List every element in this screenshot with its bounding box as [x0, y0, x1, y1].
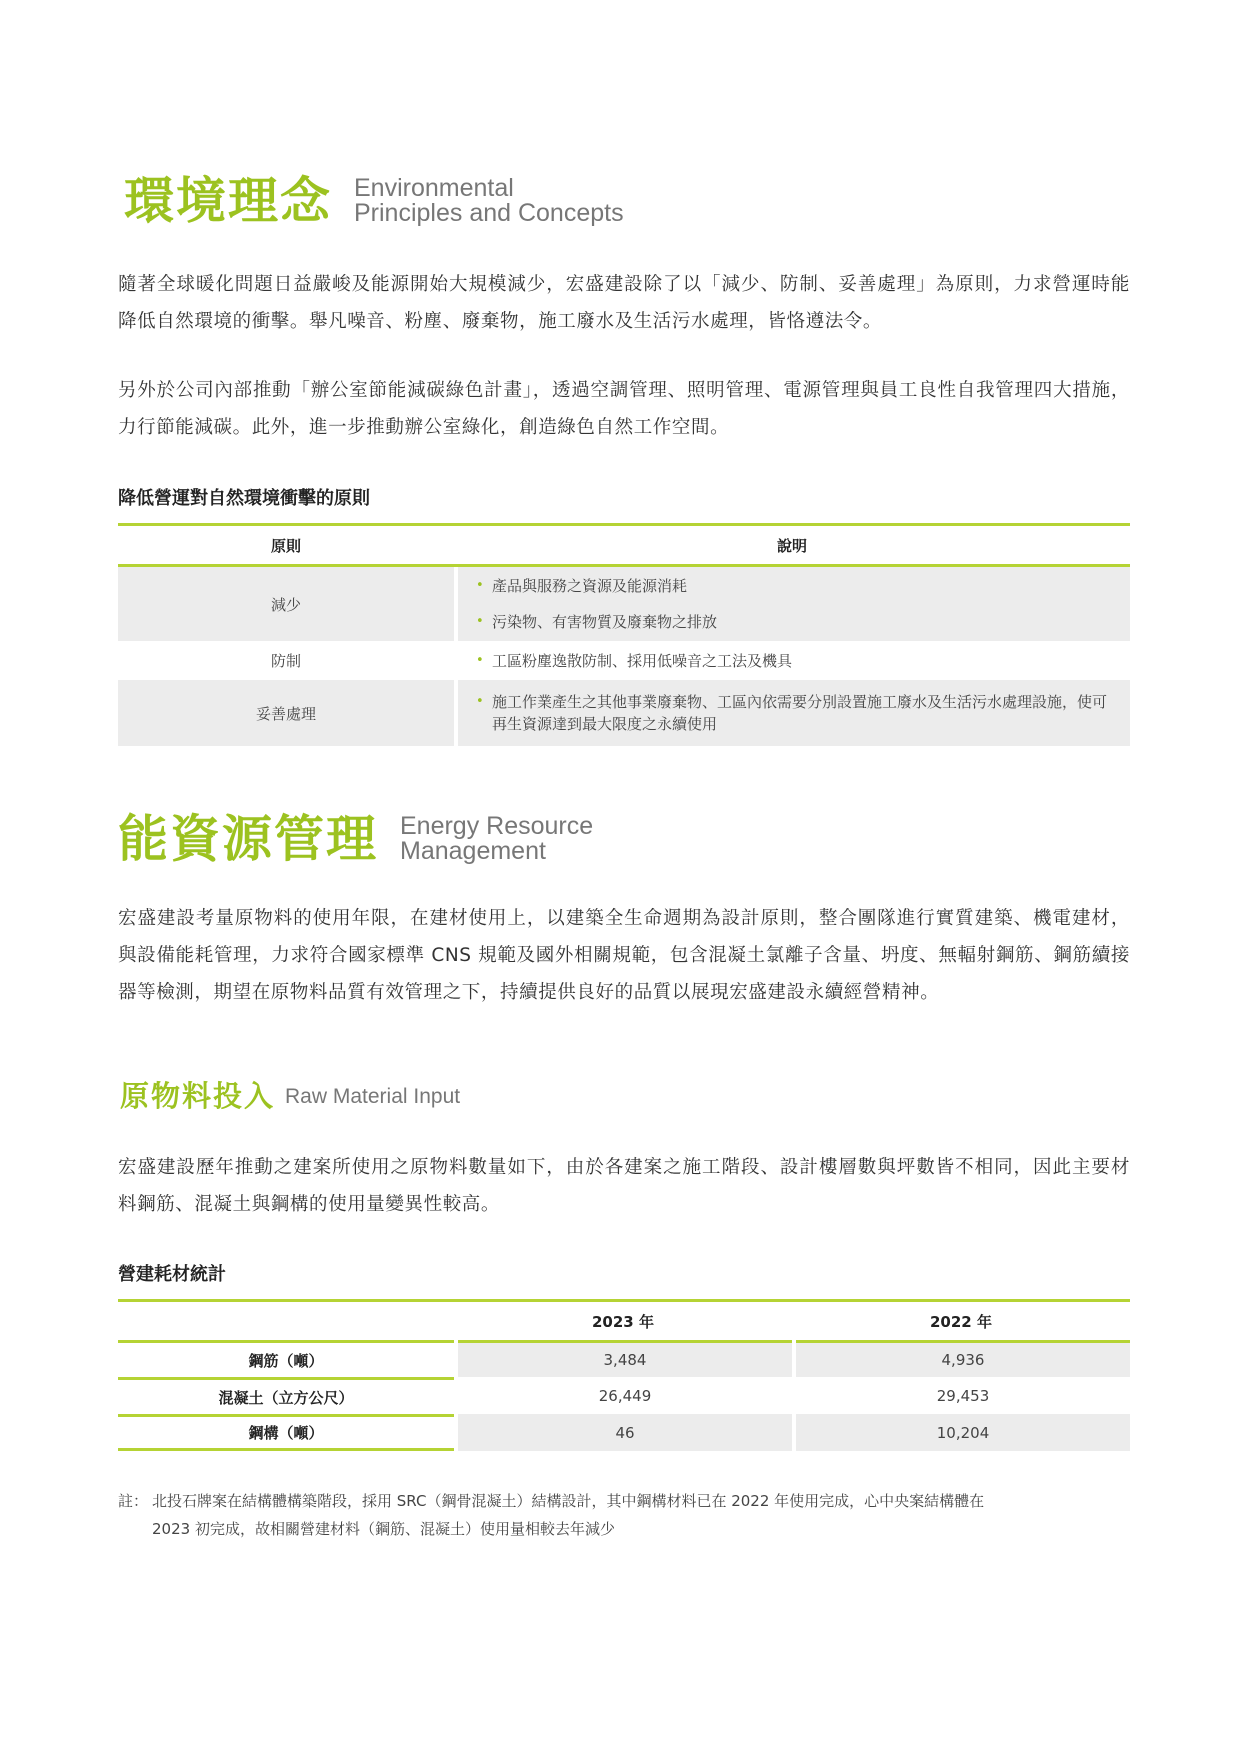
- value-2022: 10,204: [796, 1414, 1130, 1451]
- list-item: • 工區粉塵逸散防制、採用低噪音之工法及機具: [476, 651, 793, 670]
- section-title-zh: 環境理念: [124, 172, 332, 230]
- description-cell: [458, 567, 1130, 641]
- row-label: 鋼筋（噸）: [118, 1340, 454, 1377]
- materials-table: [118, 1299, 1130, 1451]
- footnote-label: 註：: [118, 1492, 149, 1510]
- energy-paragraph: 宏盛建設考量原物料的使用年限，在建材使用上，以建築全生命週期為設計原則，整合團隊進行實質建築、機電建材，與設備能耗管理，力求符合國家標準 CNS 規範及國外相關規範，包含混凝土氯離子含量、坍度、無輻射鋼筋、鋼筋續接器等檢測，期望在原物料品質有效管理之下，持續提供良好的品質以展現宏盛建設永續經營精神。: [118, 908, 1130, 1003]
- list-item: • 施工作業產生之其他事業廢棄物、工區內依需要分別設置施工廢水及生活污水處理設施，使可再生資源達到最大限度之永續使用: [476, 693, 1108, 733]
- table-row: [118, 680, 1130, 746]
- list-item: • 產品與服務之資源及能源消耗: [476, 577, 688, 595]
- footnote-text: 北投石牌案在結構體構築階段，採用 SRC（鋼骨混凝土）結構設計，其中鋼構材料已在 2022 年使用完成，心中央案結構體在 2023 初完成，故相關營建材料（鋼筋、混凝土）使用量相較去年減少: [152, 1492, 985, 1538]
- bullet-icon: •: [476, 694, 484, 709]
- principles-table: [118, 523, 1130, 746]
- section-heading-environment: [124, 172, 624, 230]
- col-header-2023: 2023 年: [592, 1312, 654, 1331]
- section-title-en: Energy Resource Management: [400, 812, 594, 865]
- table-header-row: [118, 1302, 1130, 1340]
- section-heading-energy: [118, 810, 594, 868]
- principle-cell: 減少: [118, 567, 454, 641]
- table1-title: 降低營運對自然環境衝擊的原則: [118, 488, 370, 509]
- subsection-title-en: Raw Material Input: [285, 1085, 461, 1108]
- table-row: [118, 1340, 1130, 1377]
- list-item: • 污染物、有害物質及廢棄物之排放: [476, 613, 718, 631]
- raw-material-paragraph: 宏盛建設歷年推動之建案所使用之原物料數量如下，由於各建案之施工階段、設計樓層數與坪數皆不相同，因此主要材料鋼筋、混凝土與鋼構的使用量變異性較高。: [118, 1157, 1130, 1215]
- col-header-principle: 原則: [270, 536, 301, 555]
- bullet-icon: •: [476, 578, 484, 593]
- footnote: [118, 1487, 1130, 1543]
- row-label: 鋼構（噸）: [118, 1414, 454, 1451]
- col-header-description: 說明: [776, 536, 807, 555]
- value-2022: 29,453: [936, 1386, 990, 1405]
- col-header-2022: 2022 年: [930, 1312, 992, 1331]
- bullet-icon: •: [476, 652, 484, 668]
- subsection-title-zh: 原物料投入: [120, 1079, 276, 1113]
- section-title-zh: 能資源管理: [118, 810, 378, 868]
- value-2022: 4,936: [796, 1340, 1130, 1377]
- value-2023: 26,449: [598, 1386, 652, 1405]
- description-cell: [458, 680, 1130, 746]
- principle-cell: 防制: [270, 652, 301, 670]
- description-cell: [458, 641, 1130, 680]
- subsection-heading-raw-material: [120, 1079, 461, 1113]
- env-paragraph-1: 隨著全球暖化問題日益嚴峻及能源開始大規模減少，宏盛建設除了以「減少、防制、妥善處理」為原則，力求營運時能降低自然環境的衝擊。舉凡噪音、粉塵、廢棄物，施工廢水及生活污水處理，皆恪遵法令。: [118, 274, 1130, 332]
- table2-title: 營建耗材統計: [118, 1264, 226, 1285]
- row-label: 混凝土（立方公尺）: [118, 1377, 454, 1414]
- env-paragraph-2: 另外於公司內部推動「辦公室節能減碳綠色計畫」，透過空調管理、照明管理、電源管理與員工良性自我管理四大措施，力行節能減碳。此外，進一步推動辦公室綠化，創造綠色自然工作空間。: [118, 380, 1130, 438]
- section-title-en: Environmental Principles and Concepts: [354, 174, 624, 227]
- table-row: [118, 1414, 1130, 1451]
- value-2023: 46: [458, 1414, 792, 1451]
- table-header-row: [118, 526, 1130, 567]
- table-row: [118, 641, 1130, 680]
- value-2023: 3,484: [458, 1340, 792, 1377]
- bullet-icon: •: [476, 614, 484, 629]
- table-row: [118, 567, 1130, 641]
- table-row: [118, 1377, 1130, 1414]
- principle-cell: 妥善處理: [118, 680, 454, 746]
